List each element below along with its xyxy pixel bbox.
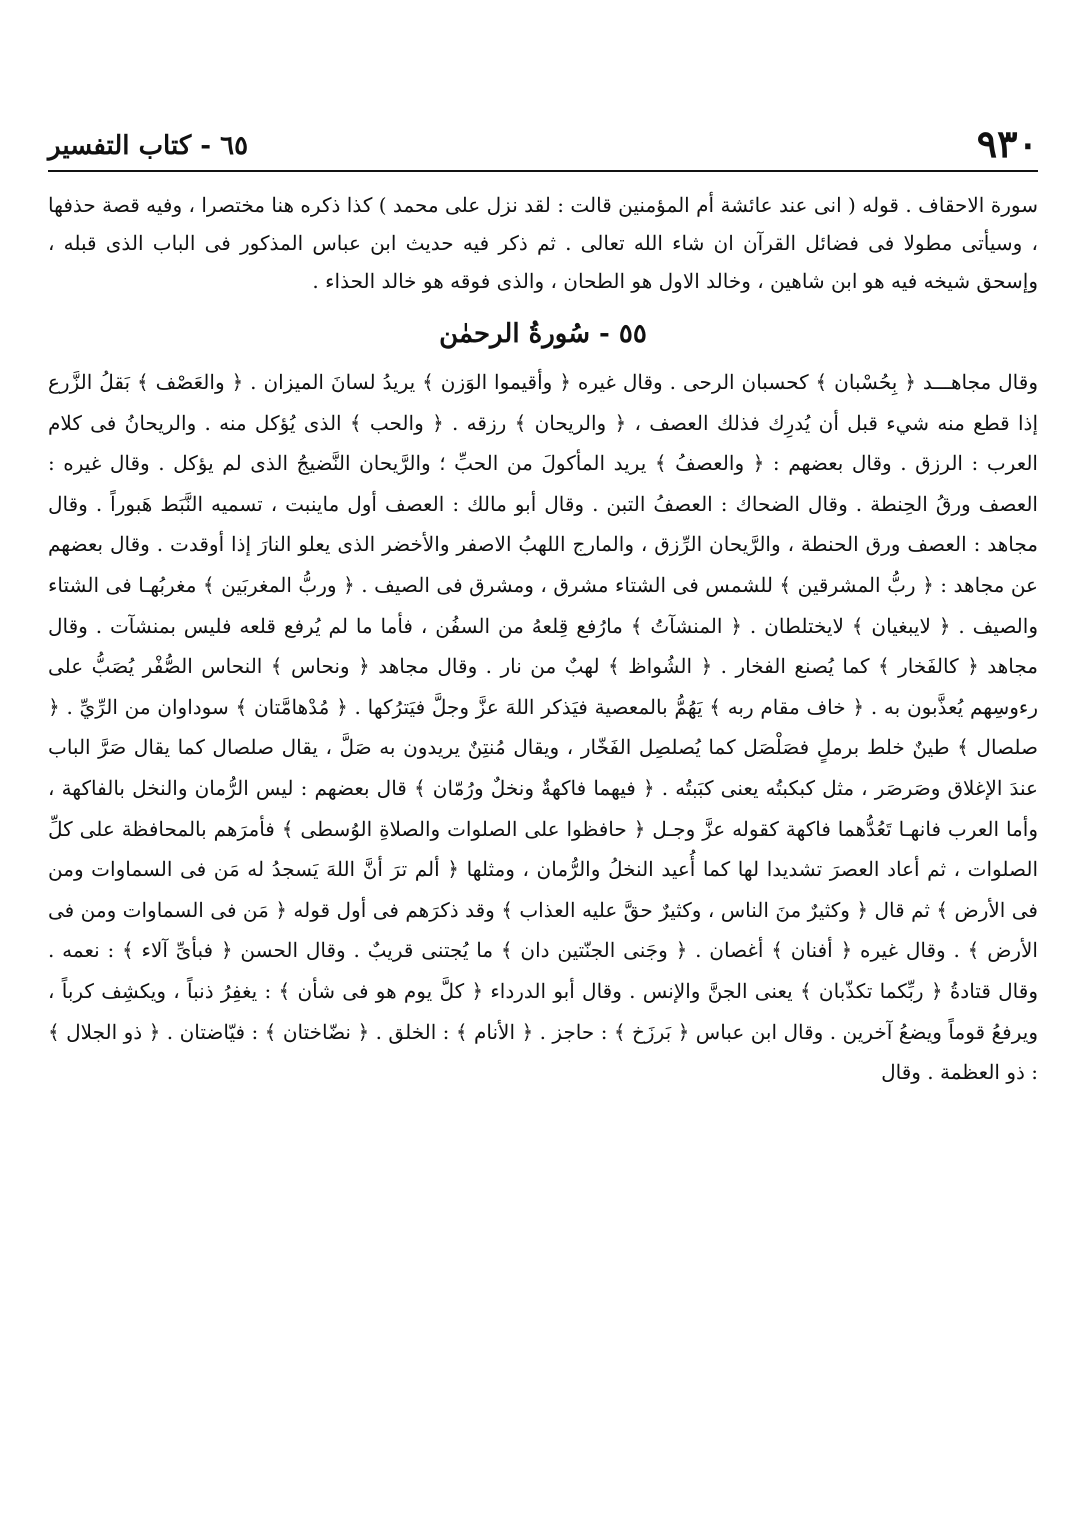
running-title: ٦٥ - كتاب التفسير [48,131,249,161]
body-paragraph: وقال مجاهـــد ﴿ بِحُسْبان ﴾ كحسبان الرحى . وقال غيره ﴿ وأقيموا الوَزن ﴾ يريدُ لسانَ الميزان . ﴿ والعَصْف ﴾ بَقلُ الزَّرع إذا قطع منه شيء قبل أن يُدرِك فذلك العصف ، ﴿ والريحان ﴾ رزقه . ﴿ والحب ﴾ الذى يُؤكل منه . والريحانُ فى كلام العرب : الرزق . وقال بعضهم : ﴿ والعصفُ ﴾ يريد المأكولَ من الحبِّ ؛ والرَّيحان النَّضيجُ الذى لم يؤكل . وقال غيره : العصف ورقُ الحِنطة . وقال الضحاك : العصفُ التبن . وقال أبو مالك : العصف أول ماينبت ، تسميه النَّبَط هَبوراً . وقال مجاهد : العصف ورق الحنطة ، والرَّيحان الرِّزق ، والمارج اللهبُ الاصفر والأخضر الذى يعلو النارَ إذا أوقدت . وقال بعضهم عن مجاهد : ﴿ ربُّ المشرقين ﴾ للشمس فى الشتاء مشرق ، ومشرق فى الصيف . ﴿ وربُّ المغربَين ﴾ مغربُهـا فى الشتاء والصيف . ﴿ لايبغيان ﴾ لايختلطان . ﴿ المنشآتُ ﴾ مارُفع قِلعهُ من السفُن ، فأما ما لم يُرفع قلعه فليس بمنشآت . وقال مجاهد ﴿ كالفَخار ﴾ كما يُصنع الفخار . ﴿ الشُواظ ﴾ لهبٌ من نار . وقال مجاهد ﴿ ونحاس ﴾ النحاس الصُّفْر يُصَبُّ على رءوسِهم يُعذَّبون به . ﴿ خاف مقام ربه ﴾ يَهُمُّ بالمعصية فيَذكر اللهَ عزَّ وجلَّ فيَترُكها . ﴿ مُدْهامَّتان ﴾ سوداوان من الرِّيِّ . ﴿ صلصال ﴾ طينٌ خلط برملٍ فصَلْصَل كما يُصلصِل الفَخّار ، ويقال مُنتِنٌ يريدون به صَلَّ ، يقال صلصال كما يقال صَرَّ الباب عندَ الإغلاق وصَرصَر ، مثل كبكبتُه يعنى كبَبتُه . ﴿ فيهما فاكهةٌ ونخلٌ ورُمّان ﴾ قال بعضهم : ليس الرُّمان والنخل بالفاكهة ، وأما العرب فانهـا تَعُدُّهما فاكهة كقوله عزَّ وجـل ﴿ حافظوا على الصلوات والصلاةِ الوُسطى ﴾ فأمرَهم بالمحافظة على كلِّ الصلوات ، ثم أعاد العصرَ تشديدا لها كما أُعيد النخلُ والرُّمان ، ومثلها ﴿ ألم ترَ أنَّ اللهَ يَسجدُ له مَن فى السماوات ومن فى الأرض ﴾ ثم قال ﴿ وكثيرٌ منَ الناس ، وكثيرٌ حقَّ عليه العذاب ﴾ وقد ذكرَهم فى أول قوله ﴿ مَن فى السماوات ومن فى الأرض ﴾ . وقال غيره ﴿ أفنان ﴾ أغصان . ﴿ وجَنى الجنّتين دان ﴾ ما يُجتنى قريبٌ . وقال الحسن ﴿ فبأىِّ آلاء ﴾ : نعمه . وقال قتادةُ ﴿ ربِّكما تكذّبان ﴾ يعنى الجنَّ والإنس . وقال أبو الدرداء ﴿ كلَّ يوم هو فى شأن ﴾ : يغفِرُ ذنباً ، ويكشِف كرباً ، ويرفعُ قوماً ويضعُ آخرين . وقال ابن عباس ﴿ بَرزَخ ﴾ : حاجز . ﴿ الأنام ﴾ : الخلق . ﴿ نضّاختان ﴾ : فيّاضتان . ﴿ ذو الجلال ﴾ : ذو العظمة . وقال [48,370,1038,1085]
surah-heading: ٥٥ - سُورةُ الرحمٰن [439,319,647,349]
intro-paragraph: سورة الاحقاف . قوله ( انى عند عائشة أم المؤمنين قالت : لقد نزل على محمد ) كذا ذكره هنا مختصرا ، وفيه قصة حذفها ، وسيأتى مطولا فى فضائل القرآن ان شاء الله تعالى . ثم ذكر فيه حديث ابن عباس المذكور فى الباب الذى قبله ، وإسحق شيخه فيه هو ابن شاهين ، وخالد الاول هو الطحان ، والذى فوقه هو خالد الحذاء . [48,193,1038,293]
page-header [48,120,1038,172]
book-page [48,120,1038,1510]
page-number: ٩٣٠ [976,121,1038,166]
